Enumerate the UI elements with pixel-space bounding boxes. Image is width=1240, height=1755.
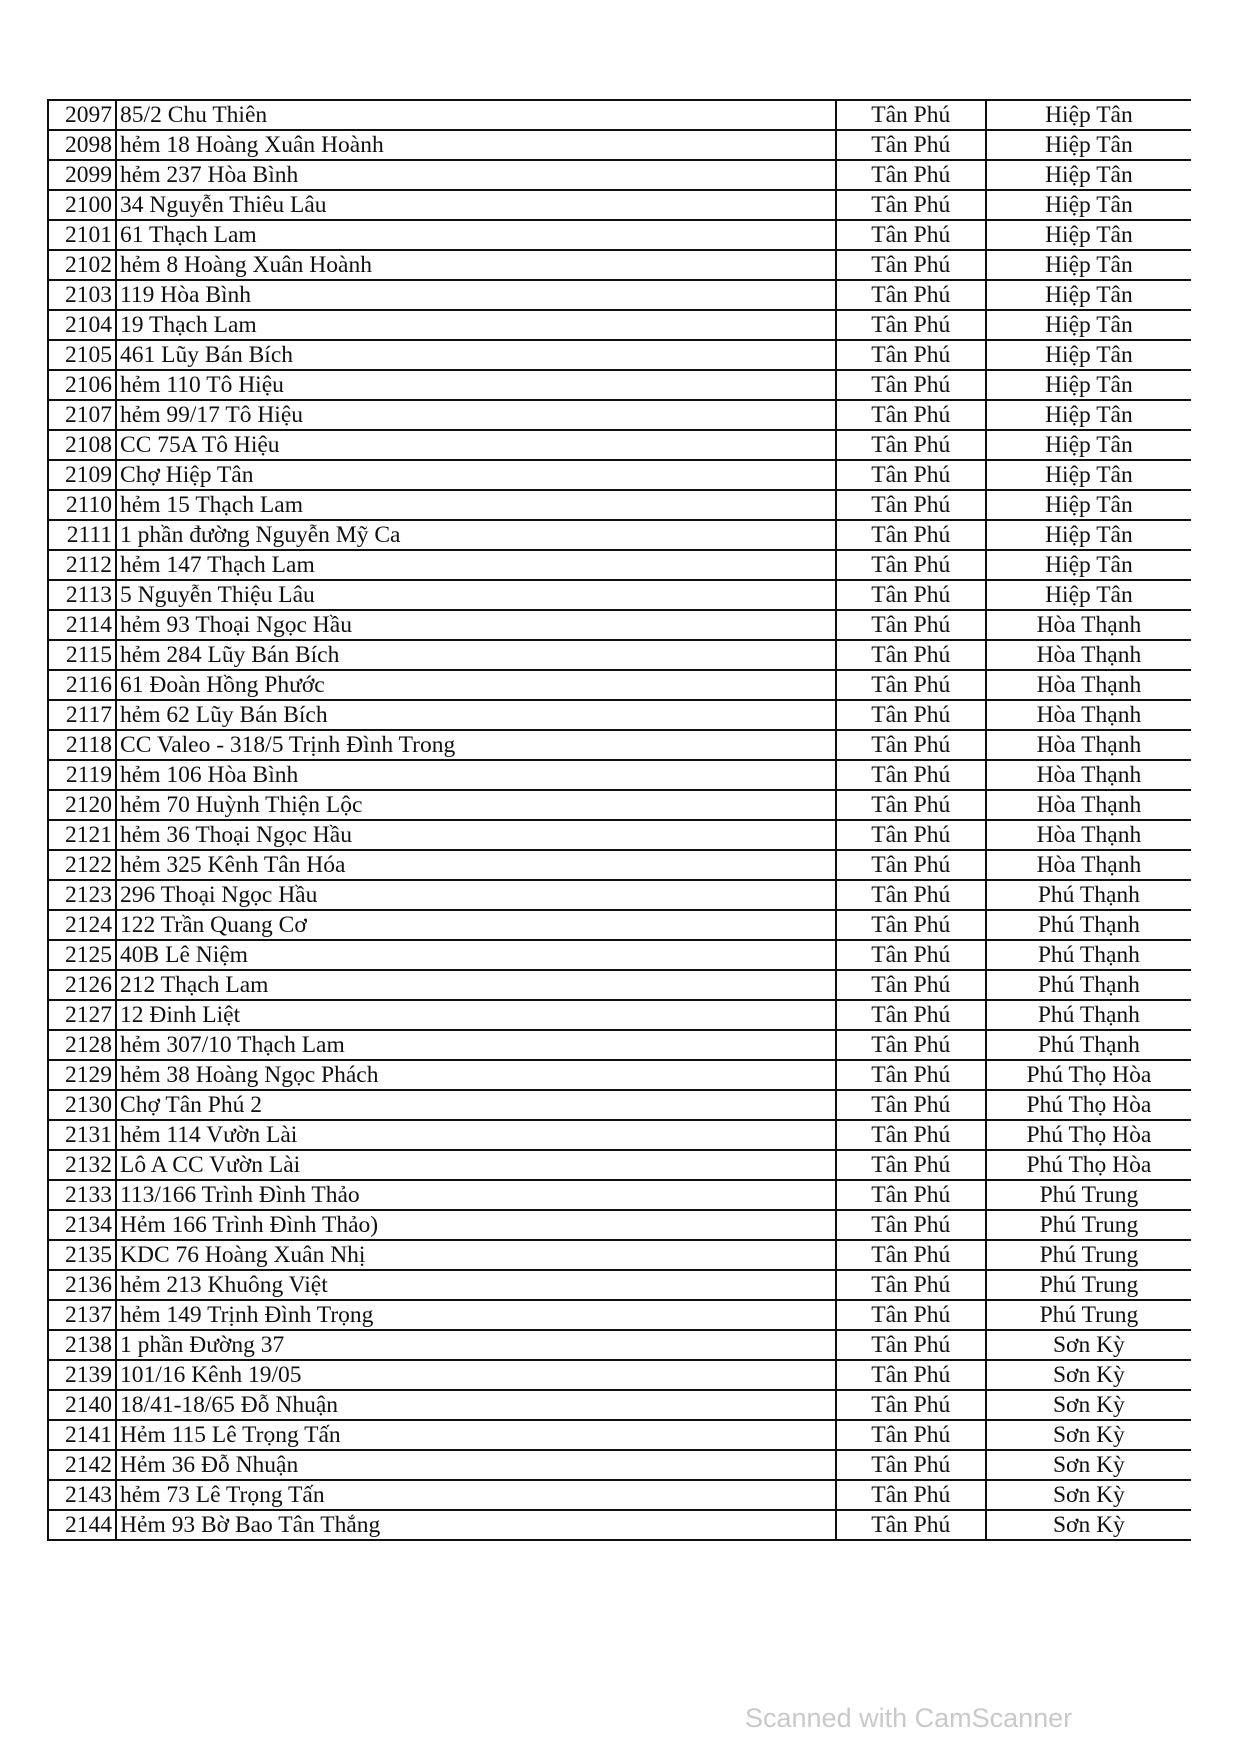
ward-cell: Phú Thọ Hòa <box>986 1150 1191 1180</box>
ward-cell: Hòa Thạnh <box>986 670 1191 700</box>
table-row <box>48 790 1191 820</box>
address-cell: hẻm 62 Lũy Bán Bích <box>116 700 836 730</box>
ward-cell: Sơn Kỳ <box>986 1390 1191 1420</box>
district-cell: Tân Phú <box>836 1330 986 1360</box>
table-row <box>48 100 1191 130</box>
address-cell: 113/166 Trình Đình Thảo <box>116 1180 836 1210</box>
row-number-cell: 2131 <box>48 1120 116 1150</box>
row-number-cell: 2118 <box>48 730 116 760</box>
ward-cell: Hiệp Tân <box>986 460 1191 490</box>
district-cell: Tân Phú <box>836 1390 986 1420</box>
district-cell: Tân Phú <box>836 580 986 610</box>
district-cell: Tân Phú <box>836 550 986 580</box>
ward-cell: Phú Thọ Hòa <box>986 1060 1191 1090</box>
row-number-cell: 2107 <box>48 400 116 430</box>
address-cell: 19 Thạch Lam <box>116 310 836 340</box>
row-number-cell: 2114 <box>48 610 116 640</box>
row-number-cell: 2110 <box>48 490 116 520</box>
ward-cell: Sơn Kỳ <box>986 1420 1191 1450</box>
ward-cell: Hòa Thạnh <box>986 850 1191 880</box>
table-row <box>48 910 1191 940</box>
district-cell: Tân Phú <box>836 1240 986 1270</box>
row-number-cell: 2106 <box>48 370 116 400</box>
address-cell: Hẻm 36 Đỗ Nhuận <box>116 1450 836 1480</box>
table-row <box>48 310 1191 340</box>
row-number-cell: 2105 <box>48 340 116 370</box>
table-row <box>48 160 1191 190</box>
ward-cell: Phú Trung <box>986 1210 1191 1240</box>
district-cell: Tân Phú <box>836 220 986 250</box>
row-number-cell: 2141 <box>48 1420 116 1450</box>
ward-cell: Phú Thạnh <box>986 1030 1191 1060</box>
table-row <box>48 1030 1191 1060</box>
ward-cell: Hiệp Tân <box>986 340 1191 370</box>
district-cell: Tân Phú <box>836 1150 986 1180</box>
district-cell: Tân Phú <box>836 670 986 700</box>
row-number-cell: 2127 <box>48 1000 116 1030</box>
district-cell: Tân Phú <box>836 1030 986 1060</box>
row-number-cell: 2143 <box>48 1480 116 1510</box>
ward-cell: Sơn Kỳ <box>986 1330 1191 1360</box>
district-cell: Tân Phú <box>836 1300 986 1330</box>
district-cell: Tân Phú <box>836 1510 986 1540</box>
table-row <box>48 760 1191 790</box>
row-number-cell: 2142 <box>48 1450 116 1480</box>
row-number-cell: 2128 <box>48 1030 116 1060</box>
row-number-cell: 2136 <box>48 1270 116 1300</box>
table-row <box>48 850 1191 880</box>
address-cell: Chợ Hiệp Tân <box>116 460 836 490</box>
address-cell: hẻm 284 Lũy Bán Bích <box>116 640 836 670</box>
address-cell: 119 Hòa Bình <box>116 280 836 310</box>
address-cell: 61 Thạch Lam <box>116 220 836 250</box>
table-row <box>48 430 1191 460</box>
ward-cell: Phú Trung <box>986 1270 1191 1300</box>
address-cell: hẻm 149 Trịnh Đình Trọng <box>116 1300 836 1330</box>
district-cell: Tân Phú <box>836 1360 986 1390</box>
ward-cell: Sơn Kỳ <box>986 1450 1191 1480</box>
ward-cell: Hiệp Tân <box>986 130 1191 160</box>
table-row <box>48 580 1191 610</box>
address-cell: 296 Thoại Ngọc Hầu <box>116 880 836 910</box>
district-cell: Tân Phú <box>836 730 986 760</box>
table-row <box>48 1330 1191 1360</box>
district-cell: Tân Phú <box>836 820 986 850</box>
ward-cell: Phú Thọ Hòa <box>986 1120 1191 1150</box>
district-cell: Tân Phú <box>836 130 986 160</box>
address-cell: 122 Trần Quang Cơ <box>116 910 836 940</box>
table-row <box>48 1240 1191 1270</box>
row-number-cell: 2137 <box>48 1300 116 1330</box>
ward-cell: Hòa Thạnh <box>986 820 1191 850</box>
ward-cell: Hiệp Tân <box>986 280 1191 310</box>
address-cell: Lô A CC Vườn Lài <box>116 1150 836 1180</box>
district-cell: Tân Phú <box>836 310 986 340</box>
address-cell: hẻm 147 Thạch Lam <box>116 550 836 580</box>
address-cell: 40B Lê Niệm <box>116 940 836 970</box>
table-row <box>48 640 1191 670</box>
district-cell: Tân Phú <box>836 610 986 640</box>
address-cell: hẻm 237 Hòa Bình <box>116 160 836 190</box>
ward-cell: Hiệp Tân <box>986 250 1191 280</box>
table-row <box>48 250 1191 280</box>
row-number-cell: 2135 <box>48 1240 116 1270</box>
district-cell: Tân Phú <box>836 100 986 130</box>
ward-cell: Phú Thạnh <box>986 970 1191 1000</box>
ward-cell: Hiệp Tân <box>986 310 1191 340</box>
address-table-body <box>48 100 1191 1540</box>
ward-cell: Phú Thọ Hòa <box>986 1090 1191 1120</box>
row-number-cell: 2129 <box>48 1060 116 1090</box>
ward-cell: Sơn Kỳ <box>986 1480 1191 1510</box>
table-row <box>48 1360 1191 1390</box>
district-cell: Tân Phú <box>836 520 986 550</box>
district-cell: Tân Phú <box>836 1060 986 1090</box>
district-cell: Tân Phú <box>836 490 986 520</box>
district-cell: Tân Phú <box>836 940 986 970</box>
district-cell: Tân Phú <box>836 1210 986 1240</box>
address-cell: hẻm 114 Vườn Lài <box>116 1120 836 1150</box>
row-number-cell: 2140 <box>48 1390 116 1420</box>
ward-cell: Phú Thạnh <box>986 880 1191 910</box>
address-cell: 12 Đinh Liệt <box>116 1000 836 1030</box>
district-cell: Tân Phú <box>836 760 986 790</box>
district-cell: Tân Phú <box>836 1450 986 1480</box>
district-cell: Tân Phú <box>836 430 986 460</box>
row-number-cell: 2108 <box>48 430 116 460</box>
row-number-cell: 2139 <box>48 1360 116 1390</box>
row-number-cell: 2111 <box>48 520 116 550</box>
address-cell: hẻm 70 Huỳnh Thiện Lộc <box>116 790 836 820</box>
row-number-cell: 2099 <box>48 160 116 190</box>
row-number-cell: 2112 <box>48 550 116 580</box>
table-row <box>48 1120 1191 1150</box>
ward-cell: Hiệp Tân <box>986 370 1191 400</box>
address-cell: 34 Nguyễn Thiêu Lâu <box>116 190 836 220</box>
row-number-cell: 2120 <box>48 790 116 820</box>
ward-cell: Phú Thạnh <box>986 940 1191 970</box>
address-cell: hẻm 110 Tô Hiệu <box>116 370 836 400</box>
ward-cell: Hiệp Tân <box>986 490 1191 520</box>
address-cell: hẻm 73 Lê Trọng Tấn <box>116 1480 836 1510</box>
table-row <box>48 820 1191 850</box>
ward-cell: Hòa Thạnh <box>986 730 1191 760</box>
ward-cell: Hiệp Tân <box>986 190 1191 220</box>
table-row <box>48 370 1191 400</box>
ward-cell: Phú Thạnh <box>986 910 1191 940</box>
row-number-cell: 2144 <box>48 1510 116 1540</box>
ward-cell: Hiệp Tân <box>986 100 1191 130</box>
address-cell: Hẻm 166 Trình Đình Thảo) <box>116 1210 836 1240</box>
row-number-cell: 2123 <box>48 880 116 910</box>
district-cell: Tân Phú <box>836 1270 986 1300</box>
address-cell: hẻm 106 Hòa Bình <box>116 760 836 790</box>
table-row <box>48 670 1191 700</box>
address-cell: 18/41-18/65 Đỗ Nhuận <box>116 1390 836 1420</box>
address-cell: hẻm 18 Hoàng Xuân Hoành <box>116 130 836 160</box>
row-number-cell: 2133 <box>48 1180 116 1210</box>
district-cell: Tân Phú <box>836 640 986 670</box>
row-number-cell: 2122 <box>48 850 116 880</box>
ward-cell: Phú Trung <box>986 1300 1191 1330</box>
table-row <box>48 1090 1191 1120</box>
row-number-cell: 2113 <box>48 580 116 610</box>
address-cell: hẻm 8 Hoàng Xuân Hoành <box>116 250 836 280</box>
ward-cell: Hiệp Tân <box>986 400 1191 430</box>
district-cell: Tân Phú <box>836 1090 986 1120</box>
address-cell: 1 phần đường Nguyễn Mỹ Ca <box>116 520 836 550</box>
district-cell: Tân Phú <box>836 700 986 730</box>
district-cell: Tân Phú <box>836 1480 986 1510</box>
ward-cell: Phú Trung <box>986 1240 1191 1270</box>
address-cell: hẻm 99/17 Tô Hiệu <box>116 400 836 430</box>
district-cell: Tân Phú <box>836 1420 986 1450</box>
ward-cell: Hòa Thạnh <box>986 640 1191 670</box>
address-cell: 85/2 Chu Thiên <box>116 100 836 130</box>
address-cell: hẻm 213 Khuông Việt <box>116 1270 836 1300</box>
row-number-cell: 2104 <box>48 310 116 340</box>
table-row <box>48 220 1191 250</box>
table-row <box>48 400 1191 430</box>
row-number-cell: 2100 <box>48 190 116 220</box>
table-row <box>48 550 1191 580</box>
row-number-cell: 2098 <box>48 130 116 160</box>
ward-cell: Sơn Kỳ <box>986 1360 1191 1390</box>
district-cell: Tân Phú <box>836 280 986 310</box>
table-row <box>48 1480 1191 1510</box>
address-cell: hẻm 93 Thoại Ngọc Hầu <box>116 610 836 640</box>
row-number-cell: 2119 <box>48 760 116 790</box>
table-row <box>48 730 1191 760</box>
address-cell: 61 Đoàn Hồng Phước <box>116 670 836 700</box>
address-cell: 101/16 Kênh 19/05 <box>116 1360 836 1390</box>
table-row <box>48 880 1191 910</box>
table-row <box>48 940 1191 970</box>
row-number-cell: 2126 <box>48 970 116 1000</box>
ward-cell: Hiệp Tân <box>986 430 1191 460</box>
ward-cell: Hiệp Tân <box>986 580 1191 610</box>
row-number-cell: 2097 <box>48 100 116 130</box>
table-row <box>48 1510 1191 1540</box>
table-row <box>48 1450 1191 1480</box>
row-number-cell: 2132 <box>48 1150 116 1180</box>
district-cell: Tân Phú <box>836 910 986 940</box>
district-cell: Tân Phú <box>836 850 986 880</box>
address-cell: hẻm 38 Hoàng Ngọc Phách <box>116 1060 836 1090</box>
table-row <box>48 1180 1191 1210</box>
table-row <box>48 340 1191 370</box>
district-cell: Tân Phú <box>836 460 986 490</box>
table-row <box>48 490 1191 520</box>
table-row <box>48 520 1191 550</box>
table-row <box>48 460 1191 490</box>
district-cell: Tân Phú <box>836 340 986 370</box>
row-number-cell: 2124 <box>48 910 116 940</box>
address-cell: CC 75A Tô Hiệu <box>116 430 836 460</box>
district-cell: Tân Phú <box>836 880 986 910</box>
address-cell: hẻm 325 Kênh Tân Hóa <box>116 850 836 880</box>
ward-cell: Phú Trung <box>986 1180 1191 1210</box>
row-number-cell: 2115 <box>48 640 116 670</box>
row-number-cell: 2130 <box>48 1090 116 1120</box>
ward-cell: Hiệp Tân <box>986 520 1191 550</box>
table-row <box>48 1210 1191 1240</box>
address-cell: hẻm 15 Thạch Lam <box>116 490 836 520</box>
camscanner-watermark: Scanned with CamScanner <box>745 1703 1073 1733</box>
district-cell: Tân Phú <box>836 1120 986 1150</box>
address-cell: 5 Nguyễn Thiệu Lâu <box>116 580 836 610</box>
address-cell: hẻm 307/10 Thạch Lam <box>116 1030 836 1060</box>
address-cell: Hẻm 115 Lê Trọng Tấn <box>116 1420 836 1450</box>
row-number-cell: 2125 <box>48 940 116 970</box>
district-cell: Tân Phú <box>836 1180 986 1210</box>
table-row <box>48 610 1191 640</box>
table-row <box>48 190 1191 220</box>
ward-cell: Hòa Thạnh <box>986 610 1191 640</box>
row-number-cell: 2103 <box>48 280 116 310</box>
row-number-cell: 2116 <box>48 670 116 700</box>
address-table <box>47 99 1191 1541</box>
row-number-cell: 2109 <box>48 460 116 490</box>
table-row <box>48 1270 1191 1300</box>
row-number-cell: 2134 <box>48 1210 116 1240</box>
ward-cell: Phú Thạnh <box>986 1000 1191 1030</box>
address-cell: 1 phần Đường 37 <box>116 1330 836 1360</box>
table-row <box>48 1000 1191 1030</box>
ward-cell: Hiệp Tân <box>986 220 1191 250</box>
ward-cell: Hòa Thạnh <box>986 760 1191 790</box>
district-cell: Tân Phú <box>836 970 986 1000</box>
row-number-cell: 2138 <box>48 1330 116 1360</box>
district-cell: Tân Phú <box>836 190 986 220</box>
address-cell: Hẻm 93 Bờ Bao Tân Thắng <box>116 1510 836 1540</box>
address-cell: Chợ Tân Phú 2 <box>116 1090 836 1120</box>
district-cell: Tân Phú <box>836 160 986 190</box>
row-number-cell: 2117 <box>48 700 116 730</box>
table-row <box>48 280 1191 310</box>
table-row <box>48 1060 1191 1090</box>
table-row <box>48 700 1191 730</box>
district-cell: Tân Phú <box>836 790 986 820</box>
address-cell: 212 Thạch Lam <box>116 970 836 1000</box>
row-number-cell: 2121 <box>48 820 116 850</box>
ward-cell: Hòa Thạnh <box>986 700 1191 730</box>
district-cell: Tân Phú <box>836 400 986 430</box>
address-cell: 461 Lũy Bán Bích <box>116 340 836 370</box>
table-row <box>48 1150 1191 1180</box>
table-row <box>48 970 1191 1000</box>
district-cell: Tân Phú <box>836 370 986 400</box>
district-cell: Tân Phú <box>836 1000 986 1030</box>
table-row <box>48 1390 1191 1420</box>
table-row <box>48 1300 1191 1330</box>
district-cell: Tân Phú <box>836 250 986 280</box>
ward-cell: Sơn Kỳ <box>986 1510 1191 1540</box>
ward-cell: Hòa Thạnh <box>986 790 1191 820</box>
table-row <box>48 130 1191 160</box>
ward-cell: Hiệp Tân <box>986 550 1191 580</box>
address-cell: KDC 76 Hoàng Xuân Nhị <box>116 1240 836 1270</box>
row-number-cell: 2101 <box>48 220 116 250</box>
address-cell: hẻm 36 Thoại Ngọc Hầu <box>116 820 836 850</box>
address-cell: CC Valeo - 318/5 Trịnh Đình Trong <box>116 730 836 760</box>
table-row <box>48 1420 1191 1450</box>
row-number-cell: 2102 <box>48 250 116 280</box>
ward-cell: Hiệp Tân <box>986 160 1191 190</box>
